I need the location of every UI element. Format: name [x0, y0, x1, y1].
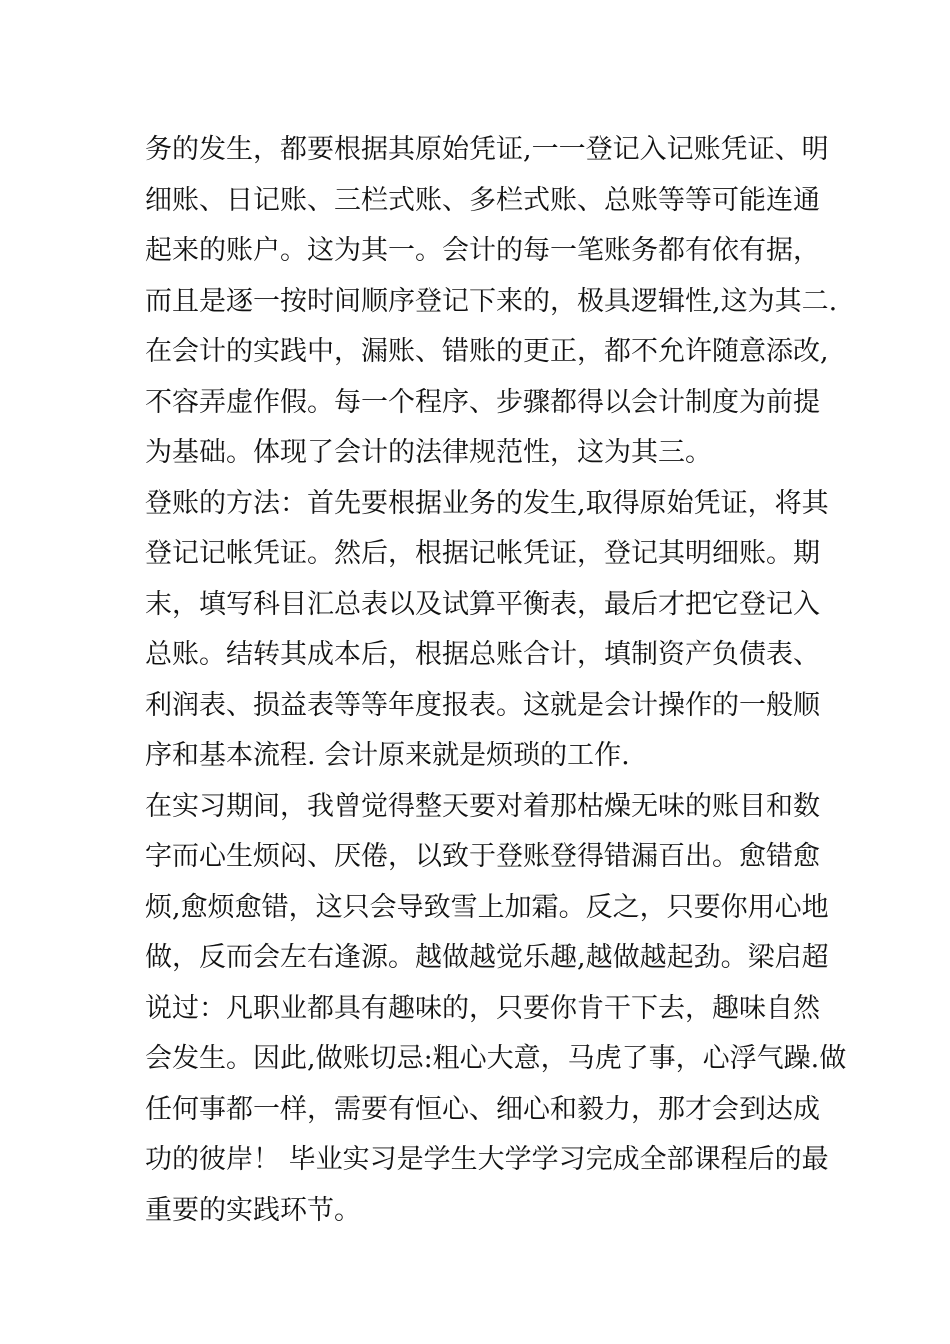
text-line: 利润表、损益表等等年度报表。这就是会计操作的一般顺 [145, 689, 820, 721]
text-line: 说过：凡职业都具有趣味的，只要你肯干下去，趣味自然 [145, 992, 820, 1024]
text-line: 任何事都一样，需要有恒心、细心和毅力，那才会到达成 [145, 1093, 820, 1125]
text-line: 登账的方法：首先要根据业务的发生,取得原始凭证，将其 [145, 487, 829, 519]
text-line: 做，反而会左右逢源。越做越觉乐趣,越做越起劲。梁启超 [145, 942, 829, 973]
text-line: 为基础。体现了会计的法律规范性，这为其三。 [145, 437, 712, 468]
text-line: 功的彼岸！ 毕业实习是学生大学学习完成全部课程后的最 [145, 1144, 829, 1175]
text-line: 会发生。因此,做账切忌:粗心大意，马虎了事，心浮气躁.做 [145, 1043, 847, 1074]
text-line: 字而心生烦闷、厌倦，以致于登账登得错漏百出。愈错愈 [145, 841, 820, 872]
text-line: 务的发生，都要根据其原始凭证,一一登记入记账凭证、明 [145, 134, 829, 165]
text-line: 起来的账户。这为其一。会计的每一笔账务都有依有据， [145, 235, 820, 266]
text-line: 序和基本流程. 会计原来就是烦琐的工作. [145, 740, 630, 771]
text-line: 细账、日记账、三栏式账、多栏式账、总账等等可能连通 [145, 184, 820, 216]
text-line: 末，填写科目汇总表以及试算平衡表，最后才把它登记入 [145, 588, 820, 620]
text-line: 登记记帐凭证。然后，根据记帐凭证，登记其明细账。期 [145, 538, 820, 569]
text-line: 总账。结转其成本后，根据总账合计，填制资产负债表、 [145, 639, 820, 670]
text-line: 在会计的实践中，漏账、错账的更正，都不允许随意添改, [145, 336, 829, 367]
text-line: 烦,愈烦愈错，这只会导致雪上加霜。反之，只要你用心地 [145, 891, 829, 923]
text-line: 不容弄虚作假。每一个程序、步骤都得以会计制度为前提 [145, 386, 820, 418]
body-text [145, 125, 847, 1236]
text-line: 重要的实践环节。 [145, 1194, 361, 1226]
text-line: 在实习期间，我曾觉得整天要对着那枯燥无味的账目和数 [145, 790, 820, 822]
text-line: 而且是逐一按时间顺序登记下来的，极具逻辑性,这为其二. [145, 285, 838, 317]
